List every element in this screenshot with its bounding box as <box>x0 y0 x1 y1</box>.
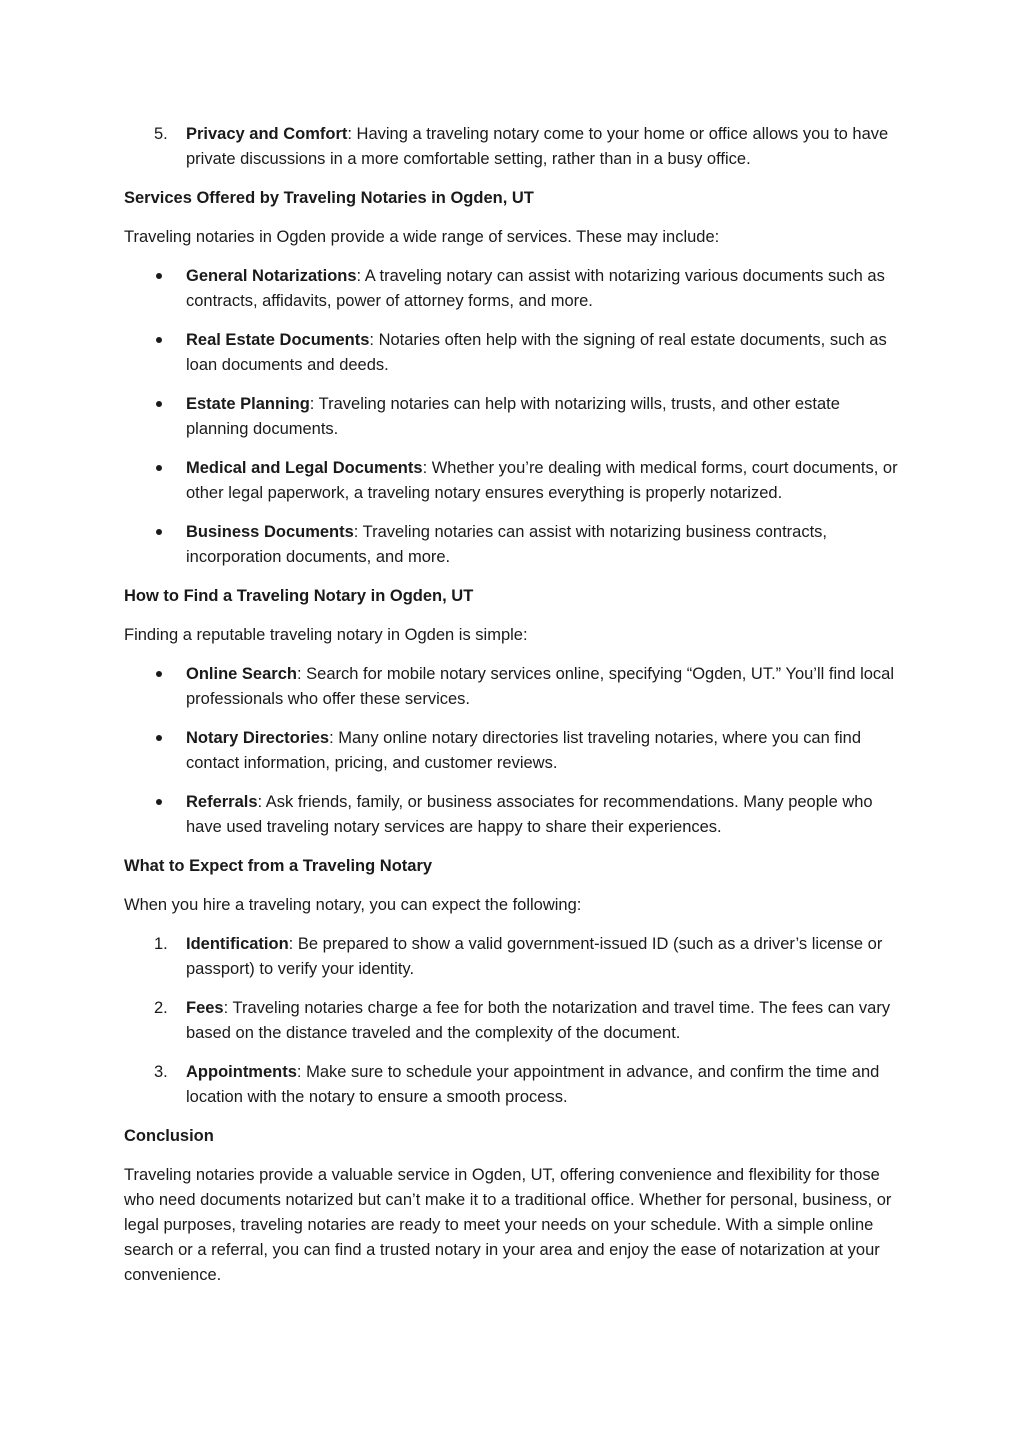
find-list <box>124 662 904 840</box>
list-item <box>124 392 904 442</box>
conclusion-text: Traveling notaries provide a valuable service in Ogden, UT, offering convenience and flexibility for those who need documents notarized but can’t make it to a traditional office. Whether for personal, business, or legal purposes, traveling notaries are ready to meet your needs on your schedule. With a simple online search or a referral, you can find a trusted notary in your area and enjoy the ease of notarization at your convenience. <box>124 1166 892 1284</box>
list-item <box>124 996 904 1046</box>
list-text: : Search for mobile notary services online, specifying “Ogden, UT.” You’ll find local professionals who offer these services. <box>186 665 895 708</box>
list-term: Privacy and Comfort <box>186 125 348 143</box>
find-heading: How to Find a Traveling Notary in Ogden, UT <box>124 587 474 605</box>
bullet-marker <box>156 790 180 815</box>
bullet-marker <box>156 328 180 353</box>
list-text: : Notaries often help with the signing of real estate documents, such as loan documents and deeds. <box>186 331 887 374</box>
find-intro: Finding a reputable traveling notary in Ogden is simple: <box>124 626 528 644</box>
list-item <box>124 264 904 314</box>
list-term: Notary Directories <box>186 729 330 747</box>
list-term: General Notarizations <box>186 267 357 285</box>
list-number: 5. <box>154 125 168 143</box>
bullet-marker <box>156 392 180 417</box>
expect-intro: When you hire a traveling notary, you can expect the following: <box>124 896 582 914</box>
list-text: : Many online notary directories list traveling notaries, where you can find contact information, pricing, and customer reviews. <box>186 729 861 772</box>
conclusion-heading: Conclusion <box>124 1127 214 1145</box>
list-item <box>124 726 904 776</box>
list-item <box>124 1060 904 1110</box>
list-term: Estate Planning <box>186 395 310 413</box>
bullet-marker <box>156 662 180 687</box>
services-list <box>124 264 904 570</box>
list-term: Online Search <box>186 665 297 683</box>
services-intro: Traveling notaries in Ogden provide a wide range of services. These may include: <box>124 228 720 246</box>
list-term: Real Estate Documents <box>186 331 370 349</box>
list-term: Business Documents <box>186 523 354 541</box>
list-text: : Make sure to schedule your appointment in advance, and confirm the time and location with the notary to ensure a smooth process. <box>186 1063 880 1106</box>
document-page <box>124 122 904 1302</box>
list-item <box>124 456 904 506</box>
expect-list <box>124 932 904 1110</box>
list-text: : Be prepared to show a valid government-issued ID (such as a driver’s license or passport) to verify your identity. <box>186 935 883 978</box>
bullet-marker <box>156 264 180 289</box>
list-item <box>124 122 904 172</box>
list-number: 1. <box>154 935 168 953</box>
list-item <box>124 790 904 840</box>
list-term: Appointments <box>186 1063 297 1081</box>
services-heading: Services Offered by Traveling Notaries in Ogden, UT <box>124 189 534 207</box>
list-text: : Traveling notaries charge a fee for both the notarization and travel time. The fees can vary based on the distance traveled and the complexity of the document. <box>186 999 891 1042</box>
expect-heading: What to Expect from a Traveling Notary <box>124 857 433 875</box>
intro-numbered-list <box>124 122 904 172</box>
bullet-marker <box>156 456 180 481</box>
list-item <box>124 932 904 982</box>
list-item <box>124 520 904 570</box>
list-term: Fees <box>186 999 224 1017</box>
list-text: : Traveling notaries can help with notarizing wills, trusts, and other estate planning documents. <box>186 395 840 438</box>
list-term: Referrals <box>186 793 258 811</box>
list-text: : A traveling notary can assist with notarizing various documents such as contracts, affidavits, power of attorney forms, and more. <box>186 267 885 310</box>
bullet-marker <box>156 726 180 751</box>
list-item <box>124 328 904 378</box>
list-term: Medical and Legal Documents <box>186 459 423 477</box>
list-text: : Having a traveling notary come to your home or office allows you to have private discussions in a more comfortable setting, rather than in a busy office. <box>186 125 889 168</box>
list-text: : Traveling notaries can assist with notarizing business contracts, incorporation documents, and more. <box>186 523 828 566</box>
list-item <box>124 662 904 712</box>
list-text: : Ask friends, family, or business associates for recommendations. Many people who have used traveling notary services are happy to share their experiences. <box>186 793 873 836</box>
list-number: 3. <box>154 1063 168 1081</box>
list-text: : Whether you’re dealing with medical forms, court documents, or other legal paperwork, a traveling notary ensures everything is properly notarized. <box>186 459 898 502</box>
list-term: Identification <box>186 935 289 953</box>
list-number: 2. <box>154 999 168 1017</box>
bullet-marker <box>156 520 180 545</box>
